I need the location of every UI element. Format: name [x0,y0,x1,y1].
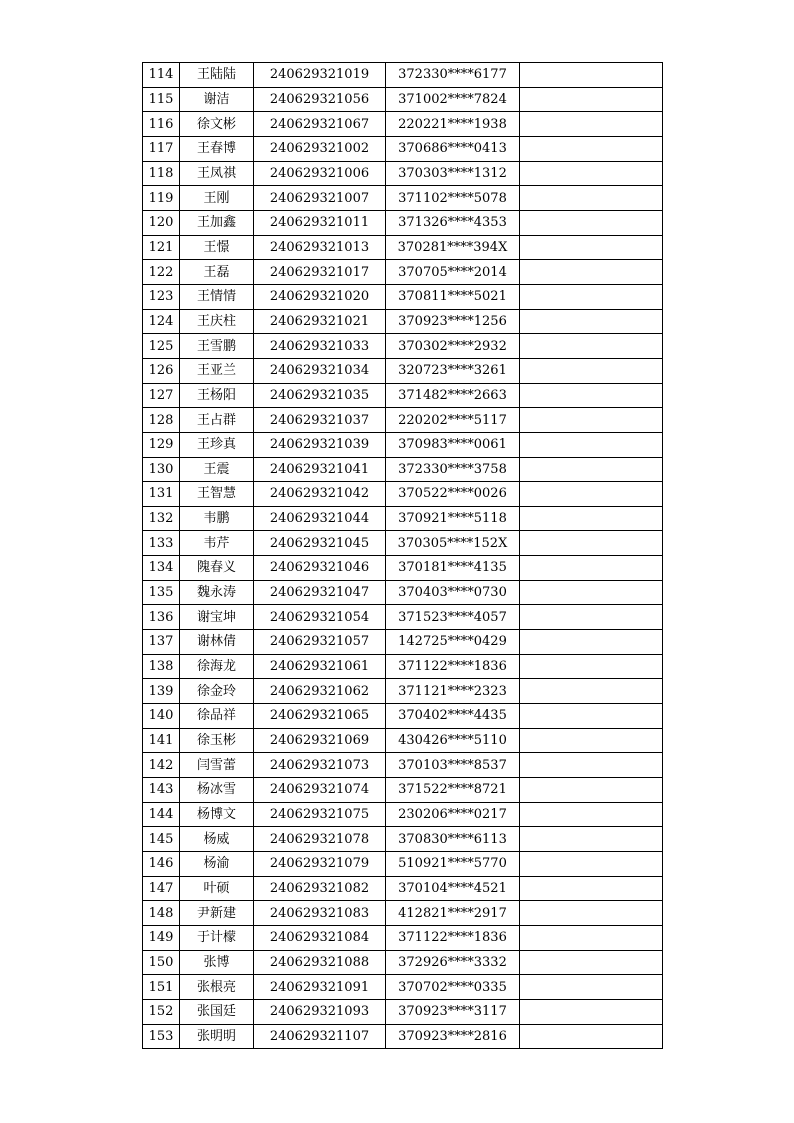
exam-number-cell: 240629321033 [254,334,386,359]
person-name-cell: 徐海龙 [180,654,254,679]
seq-number-cell: 121 [143,235,180,260]
person-name-cell: 杨冰雪 [180,778,254,803]
exam-number-cell: 240629321034 [254,358,386,383]
person-name-cell: 谢洁 [180,87,254,112]
seq-number-cell: 134 [143,556,180,581]
table-row [143,383,663,408]
id-number-cell: 370830****6113 [386,827,520,852]
seq-number-cell: 140 [143,704,180,729]
person-name-cell: 徐玉彬 [180,728,254,753]
roster-table [142,62,663,1049]
note-cell [520,358,663,383]
id-number-cell: 371102****5078 [386,186,520,211]
note-cell [520,235,663,260]
id-number-cell: 372926****3332 [386,950,520,975]
table-row [143,630,663,655]
person-name-cell: 闫雪蕾 [180,753,254,778]
table-row [143,753,663,778]
exam-number-cell: 240629321020 [254,284,386,309]
note-cell [520,482,663,507]
exam-number-cell: 240629321088 [254,950,386,975]
exam-number-cell: 240629321019 [254,63,386,88]
exam-number-cell: 240629321042 [254,482,386,507]
person-name-cell: 王庆柱 [180,309,254,334]
seq-number-cell: 148 [143,901,180,926]
person-name-cell: 杨威 [180,827,254,852]
note-cell [520,556,663,581]
note-cell [520,999,663,1024]
note-cell [520,778,663,803]
seq-number-cell: 132 [143,506,180,531]
person-name-cell: 徐金玲 [180,679,254,704]
person-name-cell: 王憬 [180,235,254,260]
table-row [143,112,663,137]
exam-number-cell: 240629321093 [254,999,386,1024]
seq-number-cell: 116 [143,112,180,137]
person-name-cell: 张博 [180,950,254,975]
note-cell [520,704,663,729]
table-row [143,950,663,975]
id-number-cell: 510921****5770 [386,852,520,877]
id-number-cell: 230206****0217 [386,802,520,827]
exam-number-cell: 240629321067 [254,112,386,137]
seq-number-cell: 153 [143,1024,180,1049]
id-number-cell: 320723****3261 [386,358,520,383]
exam-number-cell: 240629321082 [254,876,386,901]
note-cell [520,408,663,433]
note-cell [520,186,663,211]
exam-number-cell: 240629321021 [254,309,386,334]
seq-number-cell: 142 [143,753,180,778]
seq-number-cell: 126 [143,358,180,383]
person-name-cell: 魏永涛 [180,580,254,605]
table-row [143,580,663,605]
table-row [143,309,663,334]
table-row [143,679,663,704]
exam-number-cell: 240629321107 [254,1024,386,1049]
exam-number-cell: 240629321091 [254,975,386,1000]
table-row [143,161,663,186]
table-row [143,432,663,457]
exam-number-cell: 240629321065 [254,704,386,729]
table-row [143,556,663,581]
table-row [143,334,663,359]
exam-number-cell: 240629321002 [254,136,386,161]
note-cell [520,679,663,704]
id-number-cell: 370923****1256 [386,309,520,334]
table-row [143,925,663,950]
table-row [143,531,663,556]
table-row [143,210,663,235]
exam-number-cell: 240629321069 [254,728,386,753]
person-name-cell: 王刚 [180,186,254,211]
seq-number-cell: 144 [143,802,180,827]
note-cell [520,580,663,605]
id-number-cell: 372330****3758 [386,457,520,482]
exam-number-cell: 240629321078 [254,827,386,852]
table-row [143,728,663,753]
exam-number-cell: 240629321047 [254,580,386,605]
seq-number-cell: 127 [143,383,180,408]
table-row [143,87,663,112]
note-cell [520,925,663,950]
id-number-cell: 370522****0026 [386,482,520,507]
id-number-cell: 370921****5118 [386,506,520,531]
id-number-cell: 370305****152X [386,531,520,556]
person-name-cell: 韦鹏 [180,506,254,531]
note-cell [520,506,663,531]
id-number-cell: 370702****0335 [386,975,520,1000]
note-cell [520,87,663,112]
person-name-cell: 王智慧 [180,482,254,507]
exam-number-cell: 240629321035 [254,383,386,408]
exam-number-cell: 240629321007 [254,186,386,211]
id-number-cell: 370303****1312 [386,161,520,186]
id-number-cell: 370705****2014 [386,260,520,285]
seq-number-cell: 123 [143,284,180,309]
seq-number-cell: 152 [143,999,180,1024]
seq-number-cell: 149 [143,925,180,950]
person-name-cell: 王震 [180,457,254,482]
note-cell [520,210,663,235]
exam-number-cell: 240629321056 [254,87,386,112]
table-row [143,802,663,827]
person-name-cell: 张根亮 [180,975,254,1000]
note-cell [520,802,663,827]
person-name-cell: 王珍真 [180,432,254,457]
seq-number-cell: 141 [143,728,180,753]
note-cell [520,975,663,1000]
id-number-cell: 370686****0413 [386,136,520,161]
table-row [143,284,663,309]
person-name-cell: 叶硕 [180,876,254,901]
seq-number-cell: 128 [143,408,180,433]
person-name-cell: 王磊 [180,260,254,285]
id-number-cell: 370103****8537 [386,753,520,778]
id-number-cell: 370811****5021 [386,284,520,309]
id-number-cell: 370302****2932 [386,334,520,359]
seq-number-cell: 145 [143,827,180,852]
person-name-cell: 王春博 [180,136,254,161]
id-number-cell: 430426****5110 [386,728,520,753]
exam-number-cell: 240629321046 [254,556,386,581]
seq-number-cell: 115 [143,87,180,112]
table-row [143,852,663,877]
seq-number-cell: 125 [143,334,180,359]
person-name-cell: 王凤祺 [180,161,254,186]
exam-number-cell: 240629321073 [254,753,386,778]
id-number-cell: 370403****0730 [386,580,520,605]
note-cell [520,112,663,137]
person-name-cell: 于计檬 [180,925,254,950]
id-number-cell: 370181****4135 [386,556,520,581]
person-name-cell: 王占群 [180,408,254,433]
exam-number-cell: 240629321062 [254,679,386,704]
person-name-cell: 王雪鹏 [180,334,254,359]
person-name-cell: 谢林倩 [180,630,254,655]
note-cell [520,161,663,186]
id-number-cell: 220202****5117 [386,408,520,433]
person-name-cell: 杨渝 [180,852,254,877]
table-row [143,260,663,285]
note-cell [520,136,663,161]
table-row [143,1024,663,1049]
seq-number-cell: 131 [143,482,180,507]
note-cell [520,950,663,975]
table-row [143,358,663,383]
id-number-cell: 370104****4521 [386,876,520,901]
exam-number-cell: 240629321083 [254,901,386,926]
seq-number-cell: 118 [143,161,180,186]
exam-number-cell: 240629321074 [254,778,386,803]
table-row [143,186,663,211]
note-cell [520,728,663,753]
seq-number-cell: 119 [143,186,180,211]
table-row [143,778,663,803]
exam-number-cell: 240629321075 [254,802,386,827]
id-number-cell: 370281****394X [386,235,520,260]
seq-number-cell: 135 [143,580,180,605]
note-cell [520,284,663,309]
seq-number-cell: 117 [143,136,180,161]
seq-number-cell: 133 [143,531,180,556]
id-number-cell: 371522****8721 [386,778,520,803]
person-name-cell: 王情情 [180,284,254,309]
person-name-cell: 谢宝坤 [180,605,254,630]
id-number-cell: 370402****4435 [386,704,520,729]
note-cell [520,260,663,285]
person-name-cell: 尹新建 [180,901,254,926]
table-row [143,235,663,260]
id-number-cell: 371326****4353 [386,210,520,235]
table-row [143,704,663,729]
exam-number-cell: 240629321006 [254,161,386,186]
note-cell [520,753,663,778]
note-cell [520,827,663,852]
person-name-cell: 徐文彬 [180,112,254,137]
id-number-cell: 372330****6177 [386,63,520,88]
id-number-cell: 371002****7824 [386,87,520,112]
seq-number-cell: 120 [143,210,180,235]
person-name-cell: 徐品祥 [180,704,254,729]
note-cell [520,630,663,655]
exam-number-cell: 240629321044 [254,506,386,531]
exam-number-cell: 240629321037 [254,408,386,433]
table-row [143,457,663,482]
note-cell [520,1024,663,1049]
exam-number-cell: 240629321054 [254,605,386,630]
id-number-cell: 370923****2816 [386,1024,520,1049]
id-number-cell: 371523****4057 [386,605,520,630]
seq-number-cell: 138 [143,654,180,679]
exam-number-cell: 240629321061 [254,654,386,679]
note-cell [520,531,663,556]
seq-number-cell: 136 [143,605,180,630]
exam-number-cell: 240629321057 [254,630,386,655]
id-number-cell: 371122****1836 [386,654,520,679]
id-number-cell: 142725****0429 [386,630,520,655]
note-cell [520,432,663,457]
seq-number-cell: 114 [143,63,180,88]
seq-number-cell: 150 [143,950,180,975]
roster-table-body [143,63,663,1049]
note-cell [520,852,663,877]
exam-number-cell: 240629321039 [254,432,386,457]
seq-number-cell: 147 [143,876,180,901]
person-name-cell: 杨博文 [180,802,254,827]
id-number-cell: 412821****2917 [386,901,520,926]
note-cell [520,309,663,334]
table-row [143,63,663,88]
exam-number-cell: 240629321041 [254,457,386,482]
id-number-cell: 220221****1938 [386,112,520,137]
note-cell [520,334,663,359]
note-cell [520,63,663,88]
person-name-cell: 王加鑫 [180,210,254,235]
person-name-cell: 王杨阳 [180,383,254,408]
seq-number-cell: 143 [143,778,180,803]
person-name-cell: 王陆陆 [180,63,254,88]
table-row [143,136,663,161]
seq-number-cell: 139 [143,679,180,704]
exam-number-cell: 240629321011 [254,210,386,235]
person-name-cell: 王亚兰 [180,358,254,383]
table-row [143,827,663,852]
note-cell [520,383,663,408]
note-cell [520,654,663,679]
exam-number-cell: 240629321013 [254,235,386,260]
exam-number-cell: 240629321079 [254,852,386,877]
note-cell [520,876,663,901]
table-row [143,482,663,507]
table-row [143,408,663,433]
table-row [143,506,663,531]
seq-number-cell: 129 [143,432,180,457]
seq-number-cell: 146 [143,852,180,877]
id-number-cell: 371482****2663 [386,383,520,408]
seq-number-cell: 130 [143,457,180,482]
exam-number-cell: 240629321084 [254,925,386,950]
note-cell [520,457,663,482]
table-row [143,901,663,926]
exam-number-cell: 240629321017 [254,260,386,285]
seq-number-cell: 122 [143,260,180,285]
id-number-cell: 370923****3117 [386,999,520,1024]
id-number-cell: 371121****2323 [386,679,520,704]
exam-number-cell: 240629321045 [254,531,386,556]
note-cell [520,605,663,630]
person-name-cell: 张国廷 [180,999,254,1024]
person-name-cell: 韦芹 [180,531,254,556]
seq-number-cell: 151 [143,975,180,1000]
seq-number-cell: 137 [143,630,180,655]
note-cell [520,901,663,926]
id-number-cell: 371122****1836 [386,925,520,950]
id-number-cell: 370983****0061 [386,432,520,457]
seq-number-cell: 124 [143,309,180,334]
table-row [143,876,663,901]
table-row [143,654,663,679]
table-row [143,999,663,1024]
table-row [143,605,663,630]
person-name-cell: 隗春义 [180,556,254,581]
table-row [143,975,663,1000]
person-name-cell: 张明明 [180,1024,254,1049]
